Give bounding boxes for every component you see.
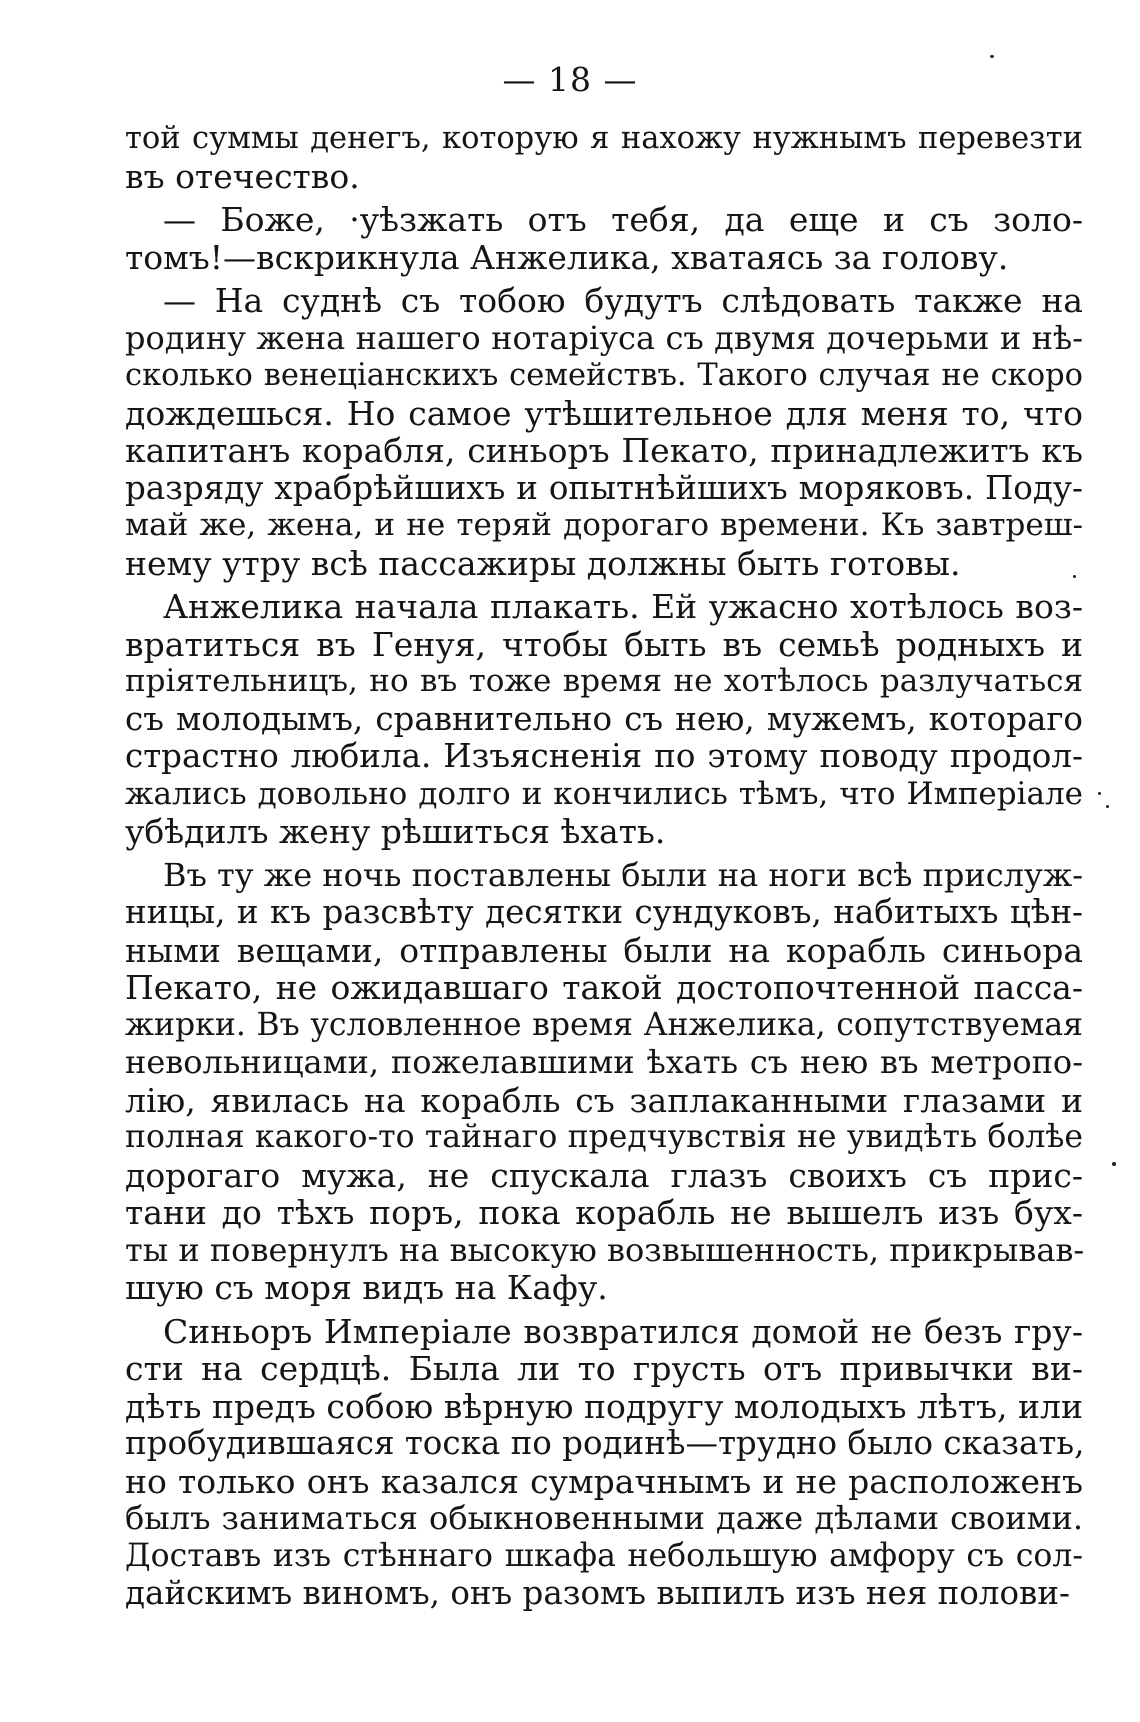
- text-line: но только онъ казался сумрачнымъ и не расположенъ: [125, 1461, 1083, 1501]
- text-line: — Боже, ·уѣзжать отъ тебя, да еще и съ золо-: [163, 200, 1083, 239]
- text-line: той суммы денегъ, которую я нахожу нужнымъ перевезти: [125, 121, 1083, 156]
- print-speck: [1112, 1162, 1116, 1166]
- print-speck: [1098, 792, 1101, 795]
- text-line: дорогаго мужа, не спускала глазъ своихъ съ прис-: [125, 1155, 1083, 1195]
- text-line: нему утру всѣ пассажиры должны быть готовы.: [125, 543, 961, 583]
- text-line: въ отечество.: [125, 156, 360, 196]
- text-line: ницы, и къ разсвѣту десятки сундуковъ, набитыхъ цѣн-: [125, 893, 1083, 931]
- text-line: дѣть предъ собою вѣрную подругу молодыхъ лѣтъ, или: [125, 1386, 1083, 1426]
- text-line: жирки. Въ условленное время Анжелика, сопутствуемая: [125, 1006, 1083, 1043]
- text-line: Пекато, не ожидавшаго такой достопочтенной пасса-: [125, 968, 1083, 1007]
- text-line: дайскимъ виномъ, онъ разомъ выпилъ изъ нея полови-: [125, 1574, 1070, 1612]
- text-line: ными вещами, отправлены были на корабль синьора: [125, 930, 1083, 970]
- text-line: ты и повернулъ на высокую возвышенность, прикрывав-: [125, 1230, 1085, 1269]
- text-line: Доставъ изъ стѣннаго шкафа небольшую амфору съ сол-: [125, 1537, 1083, 1574]
- text-line: томъ!—вскрикнула Анжелика, хватаясь за голову.: [125, 237, 1009, 277]
- text-line: вратиться въ Генуя, чтобы быть въ семьѣ родныхъ и: [125, 624, 1083, 664]
- text-line: жались довольно долго и кончились тѣмъ, что Имперіале: [125, 775, 1083, 812]
- text-line: Анжелика начала плакать. Ей ужасно хотѣлось воз-: [163, 587, 1083, 626]
- text-line: сколько венеціанскихъ семействъ. Такого случая не скоро: [125, 358, 1083, 393]
- text-line: лію, явилась на корабль съ заплаканными глазами и: [125, 1080, 1083, 1120]
- page-number: — 18 —: [502, 60, 638, 99]
- text-line: Въ ту же ночь поставлены были на ноги всѣ прислуж-: [163, 855, 1084, 894]
- text-line: тани до тѣхъ поръ, пока корабль не вышелъ изъ бух-: [125, 1193, 1083, 1232]
- text-line: убѣдилъ жену рѣшиться ѣхать.: [125, 812, 666, 851]
- text-line: полная какого-то тайнаго предчувствія не увидѣть болѣе: [125, 1119, 1083, 1155]
- text-line: сти на сердцѣ. Была ли то грусть отъ привычки ви-: [125, 1349, 1083, 1388]
- print-speck: [1106, 805, 1109, 808]
- print-speck: [990, 55, 994, 58]
- text-line: страстно любила. Изъясненія по этому поводу продол-: [125, 737, 1083, 775]
- text-line: Синьоръ Имперіале возвратился домой не безъ гру-: [163, 1311, 1083, 1351]
- print-speck: [1073, 575, 1076, 578]
- text-line: пріятельницъ, но въ тоже время не хотѣлось разлучаться: [125, 663, 1083, 699]
- page-body-text: [125, 120, 1083, 1613]
- text-line: май же, жена, и не теряй дорогаго времени. Къ завтреш-: [125, 507, 1083, 543]
- text-line: съ молодымъ, сравнительно съ нею, мужемъ, котораго: [125, 699, 1083, 738]
- text-line: пробудившаяся тоска по родинѣ—трудно было сказать,: [125, 1424, 1085, 1462]
- text-line: невольницами, пожелавшими ѣхать съ нею въ метропо-: [125, 1043, 1083, 1081]
- text-line: капитанъ корабля, синьоръ Пекато, принадлежитъ къ: [125, 431, 1083, 470]
- text-line: шую съ моря видъ на Кафу.: [125, 1268, 608, 1307]
- text-line: дождешься. Но самое утѣшительное для меня то, что: [125, 393, 1083, 433]
- text-line: родину жена нашего нотаріуса съ двумя дочерьми и нѣ-: [125, 318, 1083, 357]
- text-line: былъ заниматься обыкновенными даже дѣлами своими.: [125, 1499, 1083, 1537]
- text-line: разряду храбрѣйшихъ и опытнѣйшихъ моряковъ. Поду-: [125, 468, 1083, 507]
- text-line: — На суднѣ съ тобою будутъ слѣдовать также на: [163, 281, 1083, 320]
